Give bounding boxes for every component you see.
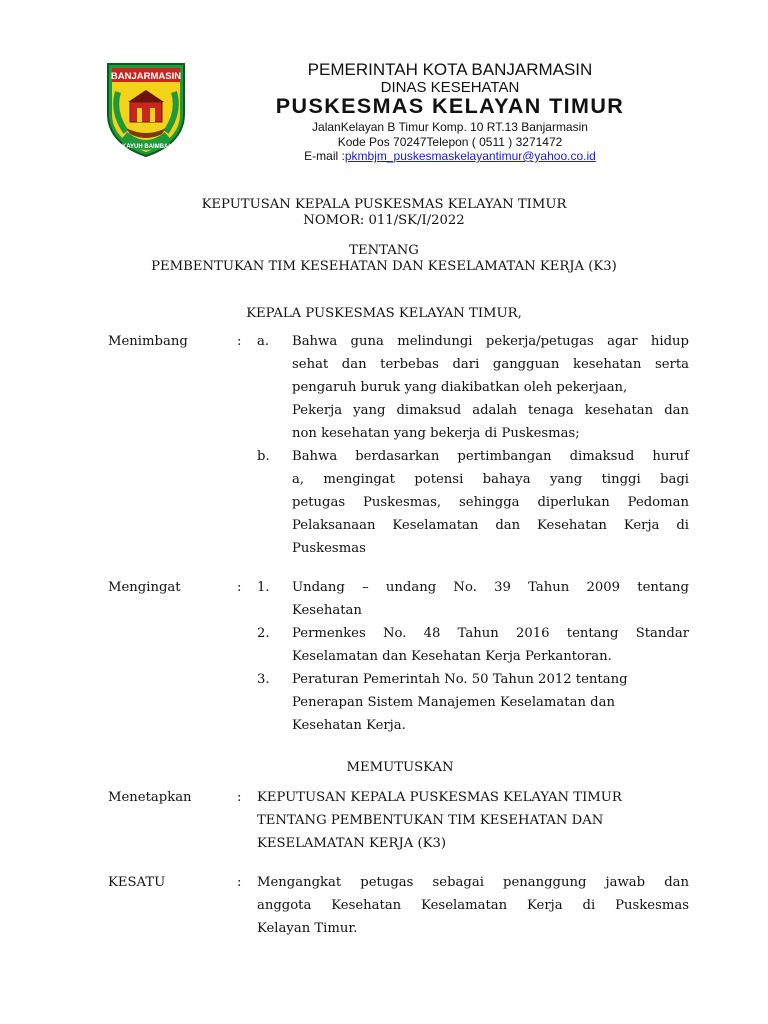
menetapkan-line: KESELAMATAN KERJA (K3) — [257, 836, 446, 851]
decree-title: KEPUTUSAN KEPALA PUSKESMAS KELAYAN TIMUR — [201, 197, 567, 212]
email-label: E-mail : — [304, 149, 345, 163]
menimbang-a-line: non kesehatan yang bekerja di Puskesmas; — [292, 426, 580, 441]
institution-name: PUSKESMAS KELAYAN TIMUR — [275, 94, 625, 118]
email-line — [200, 149, 700, 163]
logo-bottom-text: KAYUH BAIMBAI — [121, 144, 171, 150]
menimbang-b-line: Bahwa berdasarkan pertimbangan dimaksud huruf — [292, 449, 689, 464]
menetapkan-colon: : — [237, 790, 242, 805]
menimbang-a-line: Pekerja yang dimaksud adalah tenaga kesehatan dan — [292, 403, 689, 418]
menimbang-b-line: petugas Puskesmas, sehingga diperlukan Pedoman — [292, 495, 689, 510]
mengingat-3-line: Penerapan Sistem Manajemen Keselamatan dan — [292, 695, 615, 710]
decree-number: NOMOR: 011/SK/I/2022 — [303, 213, 465, 228]
mengingat-label: Mengingat — [108, 580, 181, 595]
mengingat-1-marker: 1. — [257, 580, 270, 595]
issuer-heading: KEPALA PUSKESMAS KELAYAN TIMUR, — [246, 306, 522, 321]
menetapkan-label: Menetapkan — [108, 790, 192, 805]
logo-top-text: BANJARMASIN — [110, 71, 182, 82]
mengingat-colon: : — [237, 580, 242, 595]
mengingat-1-line: Kesehatan — [292, 603, 362, 618]
mengingat-3-marker: 3. — [257, 672, 270, 687]
memutuskan-heading: MEMUTUSKAN — [346, 760, 454, 775]
kesatu-label: KESATU — [108, 875, 166, 890]
government-name: PEMERINTAH KOTA BANJARMASIN — [307, 60, 593, 79]
email-link[interactable]: pkmbjm_puskesmaskelayantimur@yahoo.co.id — [344, 149, 596, 163]
kesatu-colon: : — [237, 875, 242, 890]
mengingat-2-line: Permenkes No. 48 Tahun 2016 tentang Standar — [292, 626, 689, 641]
mengingat-2-line: Keselamatan dan Kesehatan Kerja Perkantoran. — [292, 649, 612, 664]
address-line: JalanKelayan B Timur Komp. 10 RT.13 Banjarmasin — [312, 120, 588, 134]
menetapkan-line: TENTANG PEMBENTUKAN TIM KESEHATAN DAN — [257, 813, 604, 828]
city-emblem-logo — [104, 62, 188, 158]
menimbang-a-line: Bahwa guna melindungi pekerja/petugas agar hidup — [292, 334, 689, 349]
menetapkan-line: KEPUTUSAN KEPALA PUSKESMAS KELAYAN TIMUR — [257, 790, 622, 805]
mengingat-3-line: Peraturan Pemerintah No. 50 Tahun 2012 tentang — [292, 672, 628, 687]
menimbang-a-marker: a. — [257, 334, 270, 349]
mengingat-3-line: Kesehatan Kerja. — [292, 718, 406, 733]
menimbang-label: Menimbang — [108, 334, 188, 349]
decree-subject: PEMBENTUKAN TIM KESEHATAN DAN KESELAMATAN KERJA (K3) — [151, 259, 617, 274]
kesatu-line: anggota Kesehatan Keselamatan Kerja di Puskesmas — [257, 898, 689, 913]
kesatu-line: Kelayan Timur. — [257, 921, 358, 936]
department-name: DINAS KESEHATAN — [380, 79, 520, 96]
kesatu-line: Mengangkat petugas sebagai penanggung jawab dan — [257, 875, 689, 890]
menimbang-b-marker: b. — [257, 449, 270, 464]
menimbang-a-line: pengaruh buruk yang diakibatkan oleh pekerjaan, — [292, 380, 628, 395]
mengingat-2-marker: 2. — [257, 626, 270, 641]
menimbang-b-line: Puskesmas — [292, 541, 366, 556]
postal-phone-line: Kode Pos 70247Telepon ( 0511 ) 3271472 — [337, 135, 563, 149]
about-heading: TENTANG — [349, 243, 419, 258]
menimbang-colon: : — [237, 334, 242, 349]
menimbang-b-line: Pelaksanaan Keselamatan dan Kesehatan Kerja di — [292, 518, 689, 533]
menimbang-b-line: a, mengingat potensi bahaya yang tinggi bagi — [292, 472, 689, 487]
menimbang-a-line: sehat dan terbebas dari gangguan kesehatan serta — [292, 357, 689, 372]
mengingat-1-line: Undang – undang No. 39 Tahun 2009 tentang — [292, 580, 689, 595]
